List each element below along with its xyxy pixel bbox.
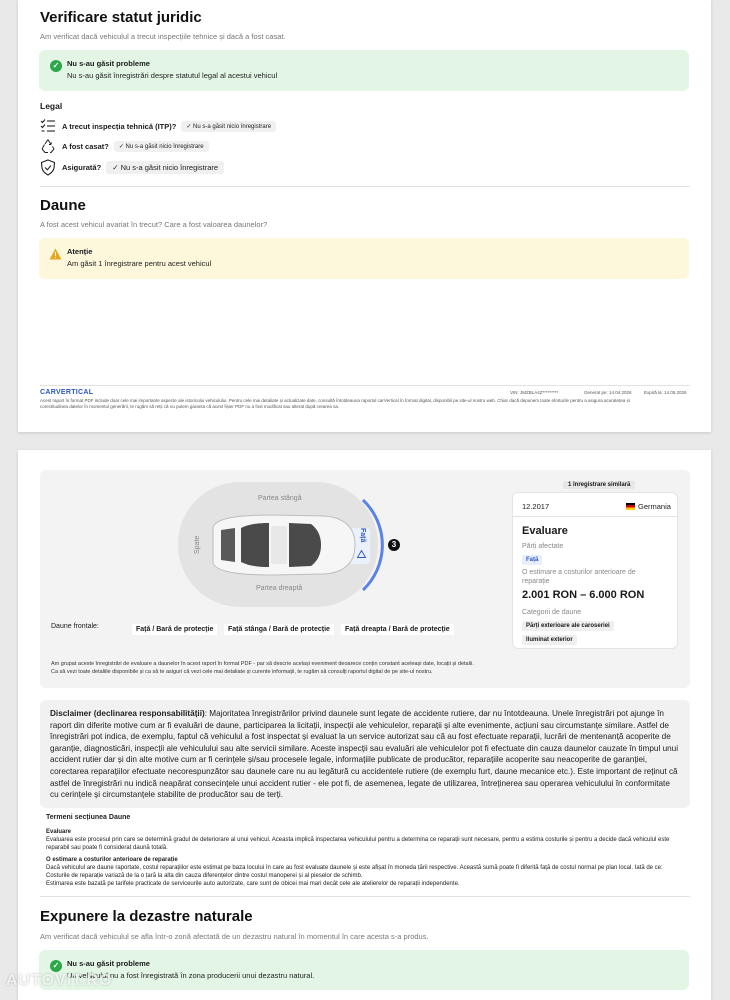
card-title: Evaluare <box>522 525 568 537</box>
natural-disaster-ok-banner <box>39 950 689 990</box>
damage-title: Daune <box>40 197 86 214</box>
recycle-icon <box>40 138 56 154</box>
no-record-chip: ✓ Nu s-a găsit nicio înregistrare <box>114 141 209 152</box>
warning-outline-icon <box>357 550 366 558</box>
legal-status-title: Verificare statut juridic <box>40 9 202 26</box>
damage-categories-label: Categorii de daune <box>522 609 582 616</box>
affected-part-tag: Față <box>522 555 542 565</box>
report-page-1 <box>18 0 711 432</box>
record-country: Germania <box>626 502 671 511</box>
no-record-chip: ✓ Nu s-a găsit nicio înregistrare <box>181 121 276 132</box>
damage-category-tag: Părți exterioare ale caroseriei <box>522 621 614 631</box>
autovit-watermark: AUTOVIT.RO <box>6 972 113 989</box>
record-date: 12.2017 <box>522 502 550 511</box>
germany-flag-icon <box>626 503 635 510</box>
footer-note-line-1: Acest raport în format PDF include doar cele mai importante aspecte ale istoricului vehiculului. Pentru cele mai detaliate și actualizate date, consultă întotdeauna raportul carVertical în format digital, disponibil pe site-ul nostru web. Chiar dacă depunem toate eforturile pentru a asigura acuratețea și <box>40 398 630 403</box>
front-damage-count: 3 <box>391 540 397 549</box>
estimate-value: 2.001 RON – 6.000 RON <box>522 589 645 601</box>
damage-warning-banner <box>39 238 689 279</box>
frontal-damage-item: Față stânga / Bară de protecție <box>224 624 334 635</box>
footer-divider <box>40 385 690 386</box>
frontal-damage-item: Față dreapta / Bară de protecție <box>341 624 454 635</box>
legal-row-label: A fost casat? <box>62 141 109 151</box>
front-zone-label: Față <box>359 528 366 543</box>
terms-evaluation: Evaluare Evaluarea este procesul prin care se determină gradul de deteriorare al unui vehicul. Aceasta implică inspectarea vehiculului pentru a determina ce reparații sunt necesare, pentru a estima costurile și pentru a decide dacă vehiculul este reparabil sau poate fi considerat daună totală. <box>46 829 670 851</box>
legal-label: Legal <box>40 101 63 111</box>
legal-row-scrapped <box>40 137 209 155</box>
terms-title: Termeni secțiunea Daune <box>46 814 131 821</box>
affected-parts-label: Părți afectate <box>522 543 564 550</box>
disclaimer-box <box>40 700 690 808</box>
estimate-label: O estimare a costurilor anterioare de reparație <box>522 569 636 585</box>
check-circle-icon: ✓ <box>50 960 62 972</box>
card-divider <box>513 516 677 517</box>
natural-disaster-subtitle: Am verificat dacă vehiculul se afla într-o zonă afectată de un dezastru natural în momentul în care acesta s-a produs. <box>40 932 429 941</box>
damage-subtitle: A fost acest vehicul avariat în trecut? Care a fost valoarea daunelor? <box>40 220 268 229</box>
footer-vin: VIN: JMZBLA4Z********* <box>510 390 559 395</box>
natural-disaster-title: Expunere la dezastre naturale <box>40 908 253 925</box>
footer-expires: Expiră la: 14.05.2026 <box>644 390 687 395</box>
right-side-label: Partea dreaptă <box>256 585 303 592</box>
banner-title: Atenție <box>67 247 93 256</box>
banner-text: Nu s-au găsit înregistrări despre statutul legal al acestui vehicul <box>67 71 278 80</box>
frontal-damage-label: Daune frontale: <box>51 623 99 630</box>
similar-records-tab: 1 înregistrare similară <box>563 481 635 489</box>
legal-status-subtitle: Am verificat dacă vehiculul a trecut inspecțiile tehnice și dacă a fost casat. <box>40 32 286 41</box>
banner-text: Am găsit 1 înregistrare pentru acest vehicul <box>67 259 212 268</box>
legal-row-itp <box>40 117 276 135</box>
list-check-icon <box>40 118 56 134</box>
frontal-damage-item: Față / Bară de protecție <box>132 624 217 635</box>
back-zone-label: Spate <box>194 535 201 554</box>
footer-note-line-2: corectitudinea datelor în momentul generării, te rugăm să reții că nu putem garanta că acest fișier PDF nu a fost modificat sau alterat după crearea sa. <box>40 404 340 409</box>
check-circle-icon: ✓ <box>50 60 62 72</box>
section-divider <box>40 186 690 187</box>
banner-text: Un vehiculul nu a fost înregistrată în zona producerii unui dezastru natural. <box>67 971 315 980</box>
no-record-chip: ✓ Nu s-a găsit nicio înregistrare <box>106 161 224 174</box>
section-divider <box>40 896 690 897</box>
shield-check-icon <box>40 159 56 176</box>
warning-icon <box>49 248 62 260</box>
disclaimer-text: : Majoritatea înregistrărilor privind daunele sunt legate de accidente rutiere, dar nu întotdeauna. Unele înregistrări pot ajunge în raport din diferite motive cum ar fi evaluări de daune, participarea la licitații, inspecții ale vehiculelor, reparații și alte evenimente, acțiuni sau circumstanțe similare. Astfel de înregistrări pot indica, de exemplu, faptul că vehiculul a fost inspectat și evaluat la un service autorizat sau că au fost efectuate reparații, lucrări de mentenanță acoperite de garanție, diagnosticări, inspecții ale vehiculului sau alte servicii similare. Aceste inspecții sau evaluări ale vehiculelor pot fi efectuate din cauza daunelor cauzate în timpul unui accident rutier dar și din alte motive cum ar fi cerințele și/sau procesele legale, informațiile publicate de producător, reparațiile acoperite sau neacoperite de garanției, corectarea reparațiilor efectuate necorespunzător sau daunele care nu au legătură cu accidentele rutiere (de exemplu furt, daune mecanice etc.). Este important de reținut că astfel de înregistrări nu indică neapărat consecințele unui accident rutier - ele pot fi, de asemenea, legate de utilizarea, întreținerea sau operarea vehiculului în conformitate cu cerințele și circumstanțele stabilite de producător sau de terți. <box>50 709 679 800</box>
report-page-2 <box>18 450 711 1000</box>
legal-ok-banner <box>39 50 689 91</box>
carvertical-logo: CARVERTICAL <box>40 389 94 396</box>
footer-generated: Generat pe: 14.04.2026 <box>584 390 632 395</box>
legal-row-label: Asigurată? <box>62 162 102 172</box>
banner-title: Nu s-au găsit probleme <box>67 59 150 68</box>
left-side-label: Partea stângă <box>258 495 302 502</box>
damage-category-tag: Iluminat exterior <box>522 635 577 645</box>
disclaimer-title: Disclaimer (declinarea responsabilității) <box>50 709 205 718</box>
legal-row-label: A trecut inspecția tehnică (ITP)? <box>62 121 177 131</box>
evaluation-card <box>512 492 678 649</box>
terms-estimate: O estimare a costurilor anterioare de reparație Dacă vehiculul are daune raportate, costul reparațiilor este estimat pe baza locului în care au fost evaluate daunele și este afișat în moneda țării respective. Această sumă poate fi diferită față de costul normal pe plan local. Iată de ce: Costurile de reparație variază de la o țară la alta din cauza diferențelor dintre costul manoperei și al pieselor de schimb. Estimarea este bazată pe tarifele practicate de serviceurile auto autorizate, care sunt de obicei mai mari decât cele ale atelierelor de reparații independente. <box>46 857 663 887</box>
grouped-note: Am grupat aceste înregistrări de evaluare a daunelor în acest raport în format PDF - par să descrie același eveniment deoarece conțin constant aceleași date, locații și detalii. Ca să vezi toate detaliile disponibile și ca să te asiguri că vezi cele mai detaliate și curente informații, te rugăm să consulți raportul digital de pe site-ul nostru. <box>51 661 474 675</box>
legal-row-insured <box>40 158 224 176</box>
banner-title: Nu s-au găsit probleme <box>67 959 150 968</box>
